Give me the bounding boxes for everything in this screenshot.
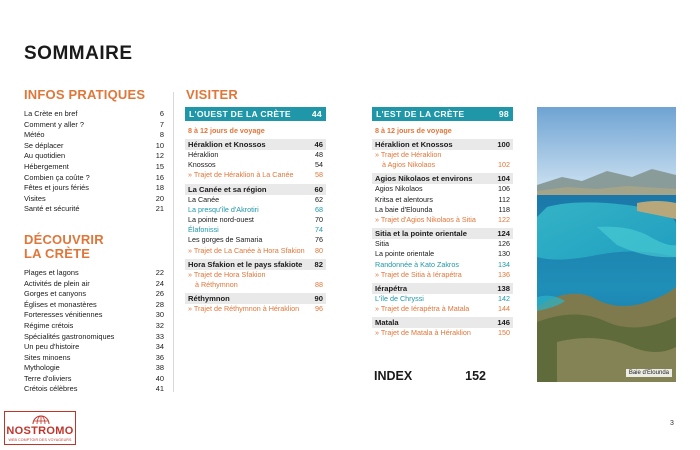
section-header[interactable] [372, 228, 513, 239]
bay-photo [537, 107, 676, 382]
route-item[interactable] [185, 246, 326, 256]
infos-item[interactable] [24, 141, 164, 152]
est-block [372, 107, 513, 339]
infos-item-page: 21 [155, 204, 164, 214]
decouvrir-item-page: 34 [155, 342, 164, 352]
infos-item[interactable] [24, 194, 164, 205]
index-entry[interactable] [374, 369, 486, 383]
section-header-page: 60 [314, 184, 323, 194]
infos-item-page: 10 [155, 140, 164, 150]
route-item-label: » Trajet de Héraklion [375, 150, 442, 159]
decouvrir-item-label: Sites minoens [24, 352, 71, 362]
toc-item[interactable] [185, 235, 326, 245]
infos-item[interactable] [24, 109, 164, 120]
logo-tagline: WEB COMPTOIR DES VOYAGEURS [8, 438, 72, 442]
ouest-header-bar[interactable] [185, 107, 326, 121]
decouvrir-item-label: Terre d'oliviers [24, 373, 72, 383]
route-item[interactable] [185, 170, 326, 180]
decouvrir-item-label: Forteresses vénitiennes [24, 310, 103, 320]
infos-item-label: Combien ça coûte ? [24, 172, 90, 182]
ouest-page: 44 [311, 109, 322, 119]
toc-item-page: 74 [315, 225, 323, 235]
infos-item[interactable] [24, 120, 164, 131]
toc-item-label: La Canée [188, 194, 220, 204]
toc-item-label: Knossos [188, 160, 216, 170]
toc-item-page: 70 [315, 215, 323, 225]
decouvrir-item-label: Églises et monastères [24, 299, 97, 309]
infos-item[interactable] [24, 151, 164, 162]
decouvrir-item[interactable] [24, 268, 164, 279]
decouvrir-item-label: Mythologie [24, 363, 60, 373]
decouvrir-item-page: 32 [155, 320, 164, 330]
route-item-label: à Réthymnon [195, 280, 238, 290]
route-item-label: » Trajet d'Agios Nikolaos à Sitia [375, 215, 476, 225]
decouvrir-item-label: Crétois célèbres [24, 384, 78, 394]
toc-item-page: 134 [498, 259, 510, 269]
route-item-label: » Trajet de La Canée à Hora Sfakion [188, 245, 305, 255]
toc-item-page: 142 [498, 294, 510, 304]
route-item-page: 96 [315, 304, 323, 314]
decouvrir-title-line1: DÉCOUVRIR [24, 231, 104, 247]
decouvrir-item-label: Activités de plein air [24, 278, 90, 288]
decouvrir-list [24, 268, 164, 395]
decouvrir-item[interactable] [24, 300, 164, 311]
section-header-label: La Canée et sa région [188, 184, 267, 194]
infos-item-label: Météo [24, 130, 45, 140]
section-header-label: Réthymnon [188, 294, 230, 304]
toc-item-label: L'île de Chryssi [375, 294, 424, 304]
toc-item[interactable] [185, 225, 326, 235]
decouvrir-item[interactable] [24, 321, 164, 332]
est-page: 98 [498, 109, 509, 119]
section-header[interactable] [185, 259, 326, 270]
decouvrir-item[interactable] [24, 353, 164, 364]
section-header-label: Agios Nikolaos et environs [375, 174, 473, 184]
section-header-label: Héraklion et Knossos [188, 140, 266, 149]
infos-item[interactable] [24, 204, 164, 215]
toc-item-page: 62 [315, 194, 323, 204]
toc-item[interactable] [372, 205, 513, 215]
section-header-label: Matala [375, 318, 399, 328]
infos-list [24, 109, 164, 215]
photo-caption: Baie d'Elounda [626, 369, 672, 377]
toc-item[interactable] [372, 294, 513, 304]
route-item[interactable] [372, 270, 513, 280]
toc-item-label: Les gorges de Samaria [188, 235, 263, 245]
route-item-page: 88 [315, 280, 323, 290]
infos-item-page: 12 [155, 151, 164, 161]
route-item-label: » Trajet de Sitia à Iérapétra [375, 269, 462, 279]
decouvrir-item-page: 36 [155, 352, 164, 362]
toc-item[interactable] [185, 150, 326, 160]
ouest-subtitle: 8 à 12 jours de voyage [188, 126, 265, 135]
section-header-page: 100 [497, 140, 510, 149]
globe-icon [31, 412, 51, 425]
route-item-label: à Agios Nikolaos [382, 160, 436, 170]
section-header[interactable] [372, 283, 513, 294]
section-header-page: 90 [314, 294, 323, 304]
index-label: INDEX [374, 369, 413, 383]
infos-item-label: Comment y aller ? [24, 119, 84, 129]
route-item[interactable] [185, 280, 326, 290]
toc-item-page: 130 [498, 249, 510, 259]
infos-item-page: 6 [159, 109, 164, 118]
infos-item[interactable] [24, 162, 164, 173]
toc-item[interactable] [372, 184, 513, 194]
route-item[interactable] [372, 304, 513, 314]
decouvrir-item[interactable] [24, 384, 164, 395]
toc-item-page: 118 [498, 204, 510, 214]
toc-item-label: Kritsa et alentours [375, 194, 433, 204]
toc-item-label: Sitia [375, 239, 389, 249]
infos-item[interactable] [24, 173, 164, 184]
infos-column [24, 88, 164, 395]
toc-item-label: La baie d'Elounda [375, 204, 433, 214]
toc-item[interactable] [185, 195, 326, 205]
nostromo-logo[interactable] [4, 411, 76, 445]
route-item-label: » Trajet de Réthymnon à Héraklion [188, 304, 300, 314]
section-header-page: 146 [497, 318, 510, 328]
decouvrir-item-page: 26 [155, 289, 164, 299]
section-header-page: 104 [497, 174, 510, 184]
section-header[interactable] [372, 139, 513, 150]
decouvrir-item-page: 22 [155, 267, 164, 277]
infos-item[interactable] [24, 183, 164, 194]
route-item-page: 102 [498, 160, 510, 170]
section-header-page: 46 [314, 140, 323, 149]
section-header-page: 82 [314, 259, 323, 269]
route-item[interactable] [372, 328, 513, 338]
toc-item-label: La pointe nord-ouest [188, 215, 254, 225]
decouvrir-item-label: Régime crétois [24, 320, 74, 330]
section-header[interactable] [185, 139, 326, 150]
decouvrir-title [24, 233, 164, 261]
route-item[interactable] [185, 304, 326, 314]
toc-item-page: 68 [315, 204, 323, 214]
infos-item-page: 16 [155, 172, 164, 182]
decouvrir-item-page: 40 [155, 373, 164, 383]
toc-item-page: 54 [315, 160, 323, 170]
infos-item-label: Santé et sécurité [24, 204, 80, 214]
section-header-page: 124 [497, 229, 510, 239]
toc-item-label: La presqu'île d'Akrotiri [188, 204, 259, 214]
section-header[interactable] [185, 184, 326, 195]
infos-item-page: 15 [155, 161, 164, 171]
page-number: 3 [670, 420, 674, 427]
route-item-page: 144 [498, 304, 510, 314]
est-sections [372, 139, 513, 339]
decouvrir-title-line2: LA CRÈTE [24, 245, 91, 261]
decouvrir-item-label: Un peu d'histoire [24, 342, 80, 352]
ouest-sections [185, 139, 326, 314]
toc-item[interactable] [372, 260, 513, 270]
toc-item-page: 48 [315, 150, 323, 159]
decouvrir-item[interactable] [24, 342, 164, 353]
section-header-page: 138 [497, 284, 510, 294]
ouest-title: L'OUEST DE LA CRÈTE [189, 109, 291, 119]
toc-item[interactable] [185, 205, 326, 215]
toc-item-page: 76 [315, 235, 323, 245]
section-header-label: Héraklion et Knossos [375, 140, 453, 149]
toc-item[interactable] [372, 195, 513, 205]
toc-item-label: Randonnée à Kato Zakros [375, 259, 459, 269]
toc-item-label: Élafonissi [188, 225, 219, 235]
infos-item[interactable] [24, 130, 164, 141]
infos-item-label: Fêtes et jours fériés [24, 183, 89, 193]
est-header-bar[interactable] [372, 107, 513, 121]
decouvrir-item[interactable] [24, 374, 164, 385]
decouvrir-item-page: 28 [155, 299, 164, 309]
toc-item-label: Agios Nikolaos [375, 184, 423, 194]
visiter-title: VISITER [186, 87, 238, 102]
toc-item[interactable] [372, 239, 513, 249]
route-item-label: » Trajet de Hora Sfakion [188, 269, 266, 279]
section-header[interactable] [372, 317, 513, 328]
toc-item[interactable] [185, 215, 326, 225]
route-item-label: » Trajet de Matala à Héraklion [375, 328, 471, 338]
infos-item-page: 20 [155, 193, 164, 203]
decouvrir-item-label: Gorges et canyons [24, 289, 87, 299]
logo-name: NOSTROMO [6, 425, 74, 437]
route-item[interactable] [372, 150, 513, 160]
infos-item-label: Visites [24, 193, 46, 203]
section-header-label: Hora Sfakion et le pays sfakiote [188, 259, 303, 269]
infos-title: INFOS PRATIQUES [24, 87, 146, 102]
decouvrir-item-page: 33 [155, 331, 164, 341]
decouvrir-item[interactable] [24, 279, 164, 290]
page-title: SOMMAIRE [24, 43, 133, 64]
toc-item-page: 106 [498, 184, 510, 194]
est-title: L'EST DE LA CRÈTE [376, 109, 465, 119]
route-item-page: 122 [498, 215, 510, 225]
route-item-page: 136 [498, 269, 510, 279]
est-subtitle: 8 à 12 jours de voyage [375, 126, 452, 135]
ouest-block [185, 107, 326, 314]
infos-item-page: 7 [159, 119, 164, 129]
infos-item-label: La Crète en bref [24, 109, 78, 118]
decouvrir-item[interactable] [24, 310, 164, 321]
decouvrir-item-page: 24 [155, 278, 164, 288]
toc-item-page: 126 [498, 239, 510, 249]
toc-item-label: Héraklion [188, 150, 219, 159]
decouvrir-item[interactable] [24, 363, 164, 374]
toc-item[interactable] [372, 249, 513, 259]
decouvrir-item-label: Plages et lagons [24, 267, 79, 277]
route-item-label: » Trajet de Iérapétra à Matala [375, 304, 470, 314]
toc-item-page: 112 [498, 194, 510, 204]
route-item-page: 58 [315, 170, 323, 180]
infos-item-label: Hébergement [24, 161, 69, 171]
section-header-label: Iérapétra [375, 284, 408, 294]
route-item-page: 150 [498, 328, 510, 338]
decouvrir-item-page: 41 [155, 384, 164, 394]
route-item[interactable] [185, 270, 326, 280]
decouvrir-item-page: 38 [155, 363, 164, 373]
infos-item-label: Se déplacer [24, 140, 64, 150]
bay-photo-image [537, 107, 676, 382]
infos-item-page: 8 [159, 130, 164, 140]
toc-item[interactable] [185, 160, 326, 170]
infos-item-label: Au quotidien [24, 151, 66, 161]
route-item[interactable] [372, 215, 513, 225]
column-divider [173, 92, 174, 392]
decouvrir-item-page: 30 [155, 310, 164, 320]
infos-item-page: 18 [155, 183, 164, 193]
section-header-label: Sitia et la pointe orientale [375, 229, 467, 239]
decouvrir-item[interactable] [24, 289, 164, 300]
section-header[interactable] [372, 173, 513, 184]
index-page: 152 [465, 369, 486, 383]
decouvrir-item-label: Spécialités gastronomiques [24, 331, 115, 341]
toc-item-label: La pointe orientale [375, 249, 435, 259]
route-item-label: » Trajet de Héraklion à La Canée [188, 170, 294, 180]
section-header[interactable] [185, 293, 326, 304]
decouvrir-item[interactable] [24, 332, 164, 343]
route-item[interactable] [372, 160, 513, 170]
route-item-page: 80 [315, 245, 323, 255]
